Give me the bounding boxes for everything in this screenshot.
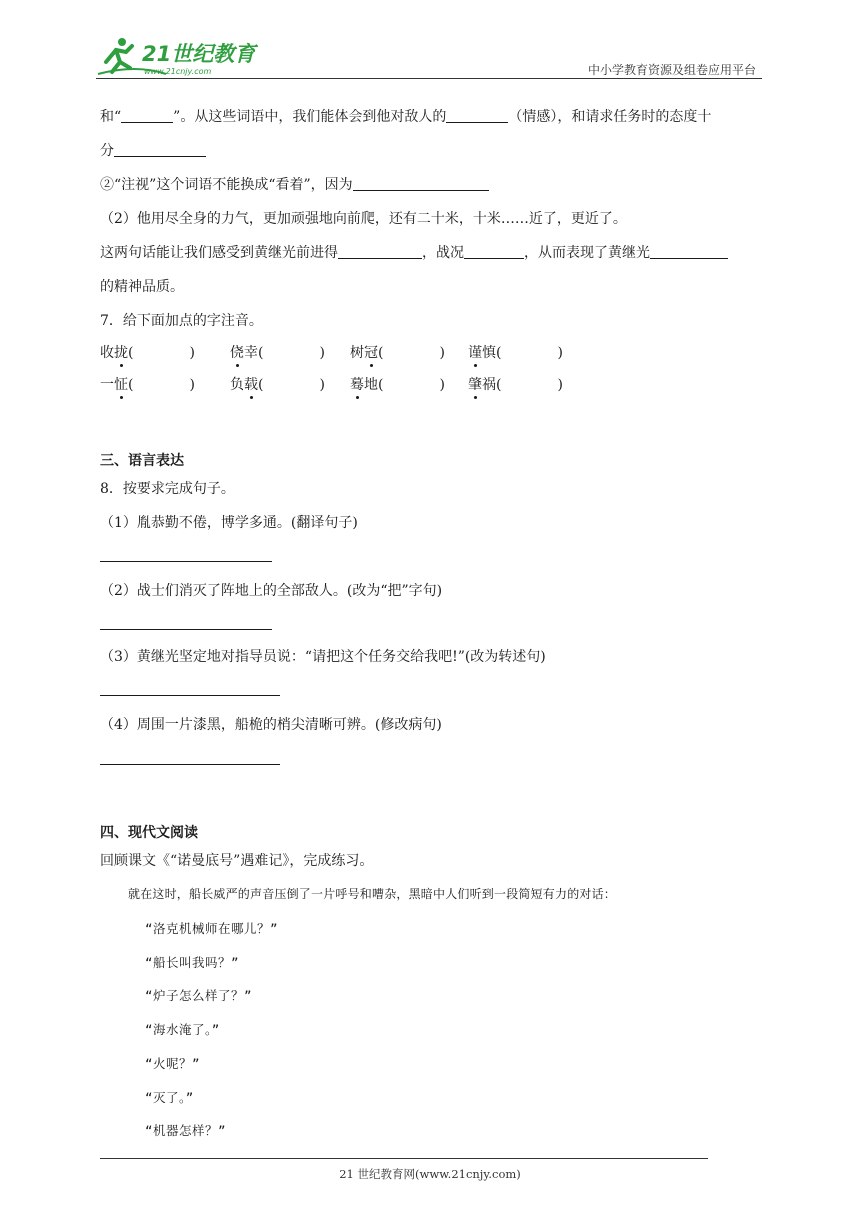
q6-line-2: 分: [100, 140, 206, 160]
q6-line-3: ②“注视”这个词语不能换成“看着”，因为: [100, 174, 489, 194]
footer-text: 21 世纪教育网(www.21cnjy.com): [339, 1167, 521, 1181]
site-logo: [96, 34, 266, 78]
passage-line: “炉子怎么样了？”: [145, 988, 253, 1003]
answer-line[interactable]: [100, 561, 272, 562]
header-divider: [96, 78, 762, 79]
pinyin-item: 树冠( ): [350, 342, 445, 362]
q8-item-3: （3）黄继光坚定地对指导员说：“请把这个任务交给我吧!”(改为转述句): [100, 649, 546, 665]
answer-blank[interactable]: [650, 244, 728, 259]
q6-line-5: 这两句话能让我们感受到黄继光前进得 ，战况 ，从而表现了黄继光: [100, 242, 728, 262]
q8-item-2: （2）战士们消灭了阵地上的全部敌人。(改为“把”字句): [100, 583, 443, 599]
logo-text: 21世纪教育: [142, 42, 256, 66]
pinyin-item: 谨慎( ): [468, 342, 563, 362]
passage-line: “洛克机械师在哪儿？”: [145, 921, 279, 936]
answer-blank[interactable]: [464, 244, 524, 259]
q8-item-4: （4）周围一片漆黑，船桅的梢尖清晰可辨。(修改病句): [100, 717, 442, 733]
platform-name: 中小学教育资源及组卷应用平台: [587, 63, 756, 77]
answer-line[interactable]: [100, 695, 280, 696]
pinyin-row-2: [100, 374, 700, 394]
pinyin-row-1: [100, 342, 700, 362]
passage-line: 就在这时，船长威严的声音压倒了一片呼号和嘈杂，黑暗中人们听到一段简短有力的对话：: [128, 887, 617, 901]
q8-title: 8．按要求完成句子。: [100, 481, 235, 497]
answer-blank[interactable]: [121, 108, 173, 123]
answer-blank[interactable]: [446, 108, 508, 123]
section-4-title: 四、现代文阅读: [100, 825, 198, 841]
answer-blank[interactable]: [114, 142, 206, 157]
answer-line[interactable]: [100, 629, 272, 630]
q6-line-6: 的精神品质。: [100, 279, 184, 295]
q6-line-1: 和“ ”。从这些词语中，我们能体会到他对敌人的 （情感），和请求任务时的态度十: [100, 109, 712, 125]
passage-line: “海水淹了。”: [145, 1022, 220, 1037]
logo-url: www.21cnjy.com: [144, 67, 212, 76]
footer-divider: [100, 1158, 708, 1159]
passage-line: “机器怎样？”: [145, 1123, 227, 1138]
section-4-intro: 回顾课文《“诺曼底号”遇难记》，完成练习。: [100, 853, 374, 869]
answer-blank[interactable]: [338, 244, 422, 259]
passage-line: “灭了。”: [145, 1090, 194, 1105]
passage-line: “火呢？”: [145, 1056, 201, 1071]
pinyin-item: 收拢( ): [100, 342, 195, 362]
pinyin-item: 一怔( ): [100, 374, 195, 394]
section-3-title: 三、语言表达: [100, 453, 184, 469]
q7-title: 7．给下面加点的字注音。: [100, 313, 263, 329]
pinyin-item: 负载( ): [230, 374, 325, 394]
q6-line-4: （2）他用尽全身的力气，更加顽强地向前爬，还有二十米，十米……近了，更近了。: [100, 211, 627, 227]
answer-line[interactable]: [100, 764, 280, 765]
pinyin-item: 蓦地( ): [350, 374, 445, 394]
passage-line: “船长叫我吗？”: [145, 955, 240, 970]
q8-item-1: （1）胤恭勤不倦，博学多通。(翻译句子): [100, 515, 358, 531]
pinyin-item: 侥幸( ): [230, 342, 325, 362]
pinyin-item: 肇祸( ): [468, 374, 563, 394]
answer-blank[interactable]: [353, 176, 489, 191]
